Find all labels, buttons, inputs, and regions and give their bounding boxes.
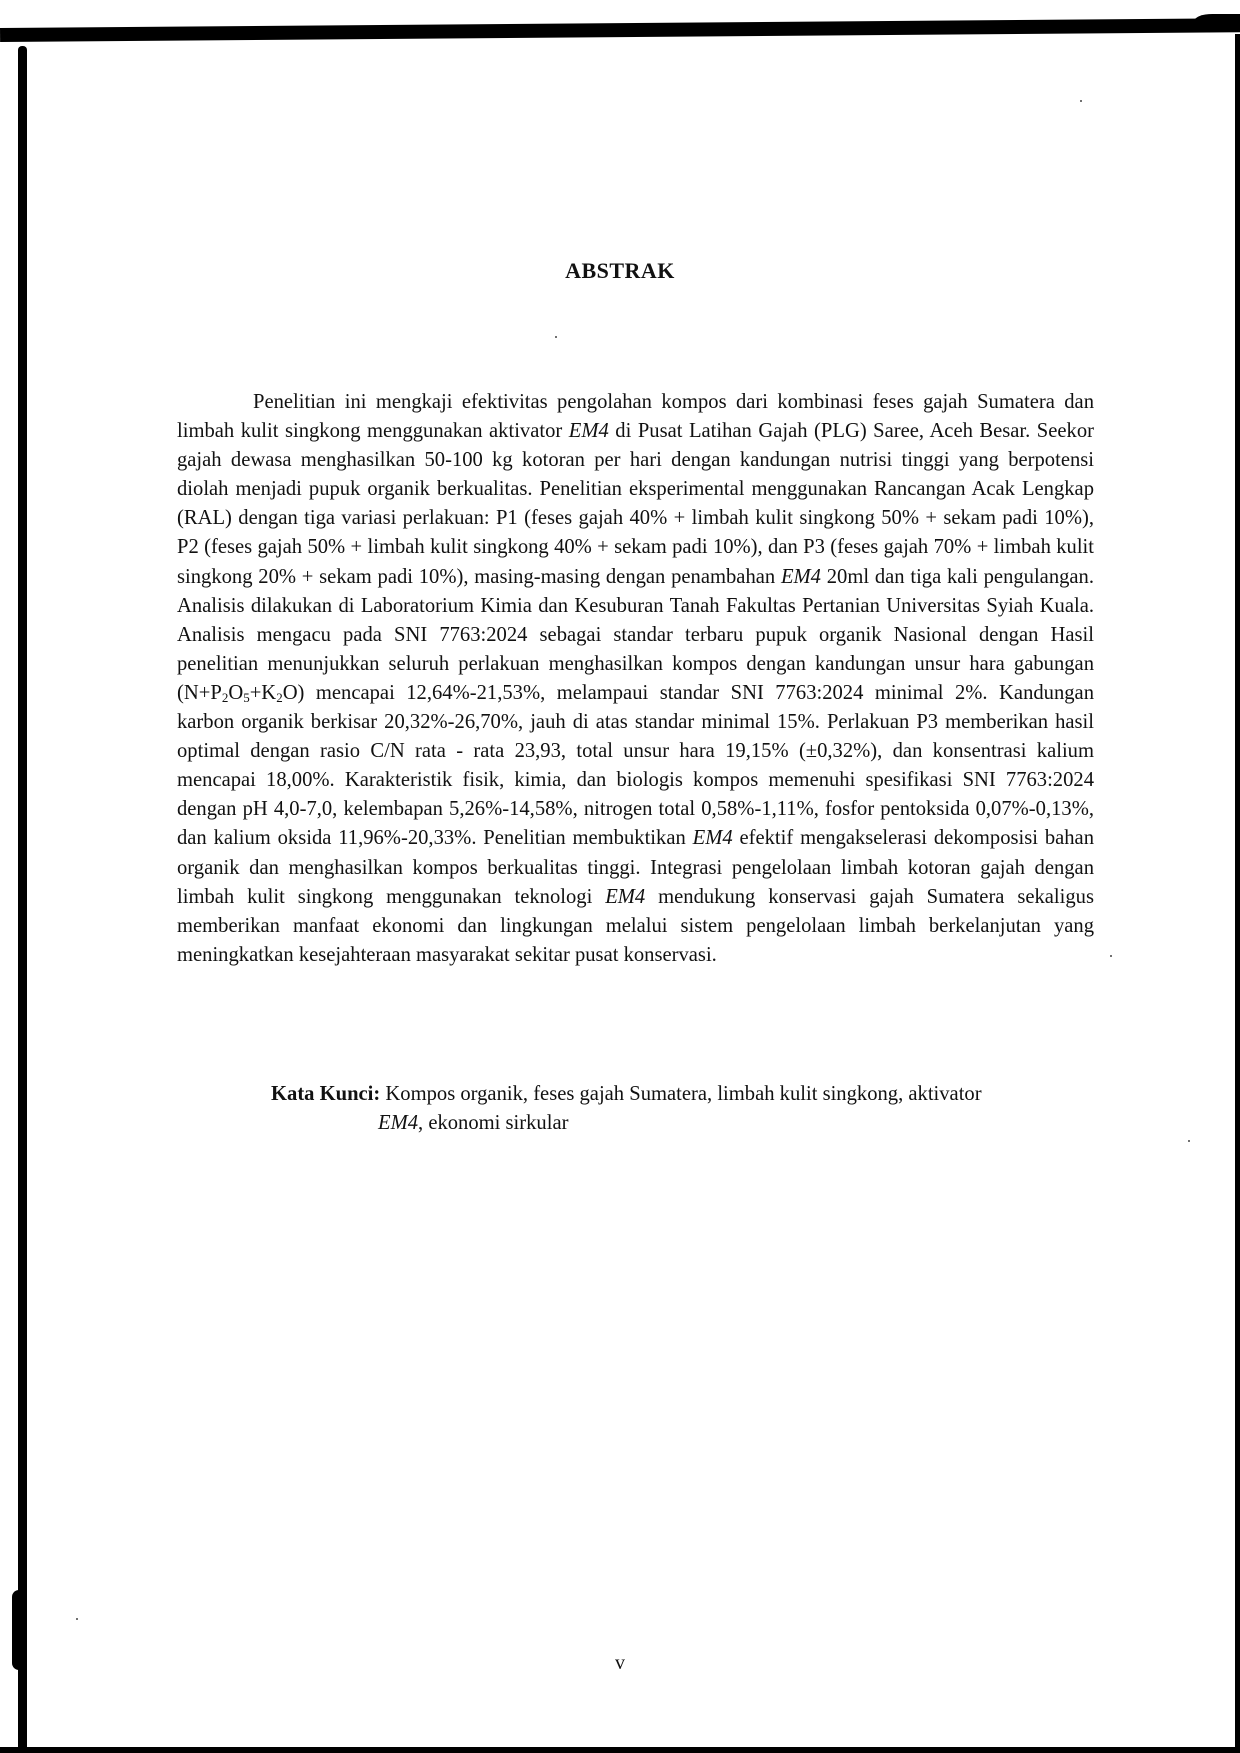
keywords-list: Kompos organik, feses gajah Sumatera, limbah kulit singkong, aktivator — [380, 1083, 982, 1105]
abstract-text: O — [228, 681, 244, 704]
abstract-paragraph — [177, 388, 1094, 970]
abstract-text: 20ml dan tiga kali pengulangan. Analisis dilakukan di Laboratorium Kimia dan Kesuburan Tanah Fakultas Pertanian Universitas Syiah Kuala. Analisis mengacu pada SNI 7763:2024 sebagai standar terbaru pupuk organik Nasional dengan Hasil penelitian menunjukkan seluruh perlakuan menghasilkan kompos dengan kandungan unsur hara gabungan (N+P — [177, 565, 1095, 704]
keywords-label: Kata Kunci: — [271, 1083, 381, 1105]
subscript: 2 — [276, 689, 283, 705]
page-number: v — [615, 1652, 625, 1674]
page-title: ABSTRAK — [565, 258, 675, 283]
scan-speck — [1080, 100, 1082, 102]
subscript: 5 — [243, 689, 250, 705]
keywords — [271, 1080, 1094, 1138]
abstract-em4-term: EM4 — [605, 885, 646, 908]
keywords-list-continued: , ekonomi sirkular — [418, 1112, 569, 1135]
abstract-em4-term: EM4 — [568, 420, 609, 443]
subscript: 2 — [221, 689, 229, 705]
abstract-text: di Pusat Latihan Gajah (PLG) Saree, Aceh Besar. Seekor gajah dewasa menghasilkan 50-100 kg kotoran per hari dengan kandungan nutrisi tinggi yang berpotensi diolah menjadi pupuk organik berkualitas. Penelitian eksperimental menggunakan Rancangan Acak Lengkap (RAL) dengan tiga variasi perlakuan: P1 (feses gajah 40% + limbah kulit singkong 50% + sekam padi 10%), P2 (feses gajah 50% + limbah kulit singkong 40% + sekam padi 10%), dan P3 (feses gajah 70% + limbah kulit singkong 20% + sekam padi 10%), masing-masing dengan penambahan — [177, 420, 1094, 588]
abstract-em4-term: EM4 — [692, 827, 733, 850]
scan-speck — [76, 1618, 78, 1620]
scan-border-top — [0, 18, 1240, 42]
abstract-text: O) mencapai 12,64%-21,53%, melampaui standar SNI 7763:2024 minimal 2%. Kandungan karbon organik berkisar 20,32%-26,70%, jauh di atas standar minimal 15%. Perlakuan P3 memberikan hasil optimal dengan rasio C/N rata - rata 23,93, total unsur hara 19,15% (±0,32%), dan konsentrasi kalium mencapai 18,00%. Karakteristik fisik, kimia, dan biologis kompos memenuhi spesifikasi SNI 7763:2024 dengan pH 4,0-7,0, kelembapan 5,26%-14,58%, nitrogen total 0,58%-1,11%, fosfor pentoksida 0,07%-0,13%, dan kalium oksida 11,96%-20,33%. Penelitian membuktikan — [177, 681, 1094, 850]
abstract-text: mendukung konservasi gajah Sumatera sekaligus memberikan manfaat ekonomi dan lingkungan melalui sistem pengelolaan limbah berkelanjutan yang meningkatkan kesejahteraan masyarakat sekitar pusat konservasi. — [177, 885, 1094, 966]
scan-speck — [1188, 1140, 1190, 1142]
scan-border-left — [18, 46, 27, 1753]
keywords-em4-term: EM4 — [378, 1112, 419, 1135]
scan-speck — [1110, 955, 1112, 957]
keywords-line-2 — [271, 1109, 1094, 1138]
abstract-text: efektif mengakselerasi dekomposisi bahan organik dan menghasilkan kompos berkualitas tinggi. Integrasi pengelolaan limbah kotoran gajah dengan limbah kulit singkong menggunakan teknologi — [177, 827, 1094, 908]
abstract-body — [177, 388, 1094, 970]
abstract-text: +K — [249, 681, 277, 704]
abstract-em4-term: EM4 — [780, 565, 821, 588]
scan-border-bottom — [0, 1747, 1240, 1753]
scan-border-right — [1235, 34, 1240, 1753]
scan-speck — [555, 336, 557, 338]
abstract-text: Penelitian ini mengkaji efektivitas pengolahan kompos dari kombinasi feses gajah Sumatera dan limbah kulit singkong menggunakan aktivator — [177, 391, 1094, 443]
